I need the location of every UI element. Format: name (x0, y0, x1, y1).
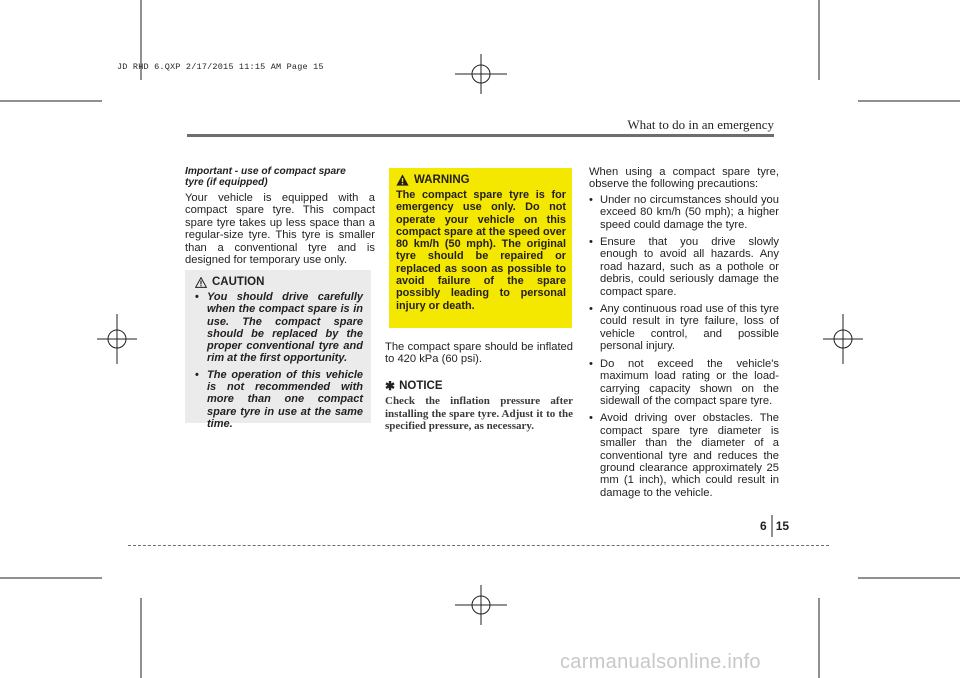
notice-star-icon: ✱ (385, 378, 396, 393)
page-number-value: 15 (775, 519, 790, 533)
registration-mark-left (97, 314, 137, 364)
warning-text: The compact spare tyre is for emergency use only. Do not operate your vehicle on this compact spare at the speed over 80 km/h (50 mph). The original tyre should be repaired or replaced as soon as possible to avoid failure of the spare possibly leading to personal injury or death. (396, 189, 566, 312)
precautions-intro: When using a compact spare tyre, observe the following precautions: (589, 166, 779, 191)
registration-mark-bottom (455, 585, 507, 625)
list-item: • Ensure that you drive slowly enough to avoid all hazards. Any road hazard, such as a pothole or debris, could seriously damage the compact spare. (589, 236, 779, 298)
warning-box (389, 168, 572, 328)
print-slug: JD RHD 6.QXP 2/17/2015 11:15 AM Page 15 (117, 62, 324, 72)
compact-spare-description: Your vehicle is equipped with a compact spare tyre. This compact spare tyre takes up less space than a regular-size tyre. This tyre is smaller than a conventional tyre and is designed for temporary use only. (185, 192, 375, 267)
caution-title: CAUTION (195, 276, 363, 288)
watermark: carmanualsonline.info (560, 651, 761, 673)
caution-box (185, 270, 371, 430)
page-number-divider (771, 515, 773, 537)
header-rule (187, 134, 774, 137)
precautions-list (589, 194, 779, 499)
notice-title: ✱ NOTICE (385, 378, 443, 393)
column-3 (589, 166, 779, 504)
list-item: • Any continuous road use of this tyre could result in tyre failure, loss of vehicle control, and possible personal injury. (589, 303, 779, 353)
registration-mark-right (823, 314, 863, 364)
registration-mark-top (455, 54, 507, 94)
list-item: • Do not exceed the vehicle's maximum load rating or the load-carrying capacity shown on the sidewall of the compact spare tyre. (589, 358, 779, 408)
caution-list (195, 291, 363, 430)
column-2-text (385, 341, 573, 433)
notice-text: Check the inflation pressure after installing the spare tyre. Adjust it to the specified pressure, as necessary. (385, 395, 573, 433)
list-item: • Avoid driving over obstacles. The compact spare tyre diameter is smaller than the diameter of a conventional tyre and reduces the ground clearance approximately 25 mm (1 inch), which could result in damage to the vehicle. (589, 412, 779, 499)
warning-triangle-icon (396, 174, 409, 186)
compact-spare-heading: Important - use of compact spare tyre (if equipped) (185, 166, 346, 188)
caution-item: • You should drive carefully when the compact spare is in use. The compact spare should be replaced by the proper conventional tyre and rim at the first opportunity. (195, 291, 363, 365)
page-number (760, 519, 789, 533)
chapter-number: 6 (760, 519, 767, 533)
caution-triangle-icon (195, 277, 207, 288)
footer-rule (128, 545, 829, 546)
section-title: What to do in an emergency (627, 117, 774, 132)
list-item: • Under no circumstances should you exceed 80 km/h (50 mph); a higher speed could damage the tyre. (589, 194, 779, 231)
column-1 (185, 166, 375, 266)
inflation-pressure-text: The compact spare should be inflated to 420 kPa (60 psi). (385, 341, 573, 366)
warning-title: WARNING (396, 174, 566, 186)
caution-item: • The operation of this vehicle is not recommended with more than one compact spare tyre in use at the same time. (195, 369, 363, 430)
